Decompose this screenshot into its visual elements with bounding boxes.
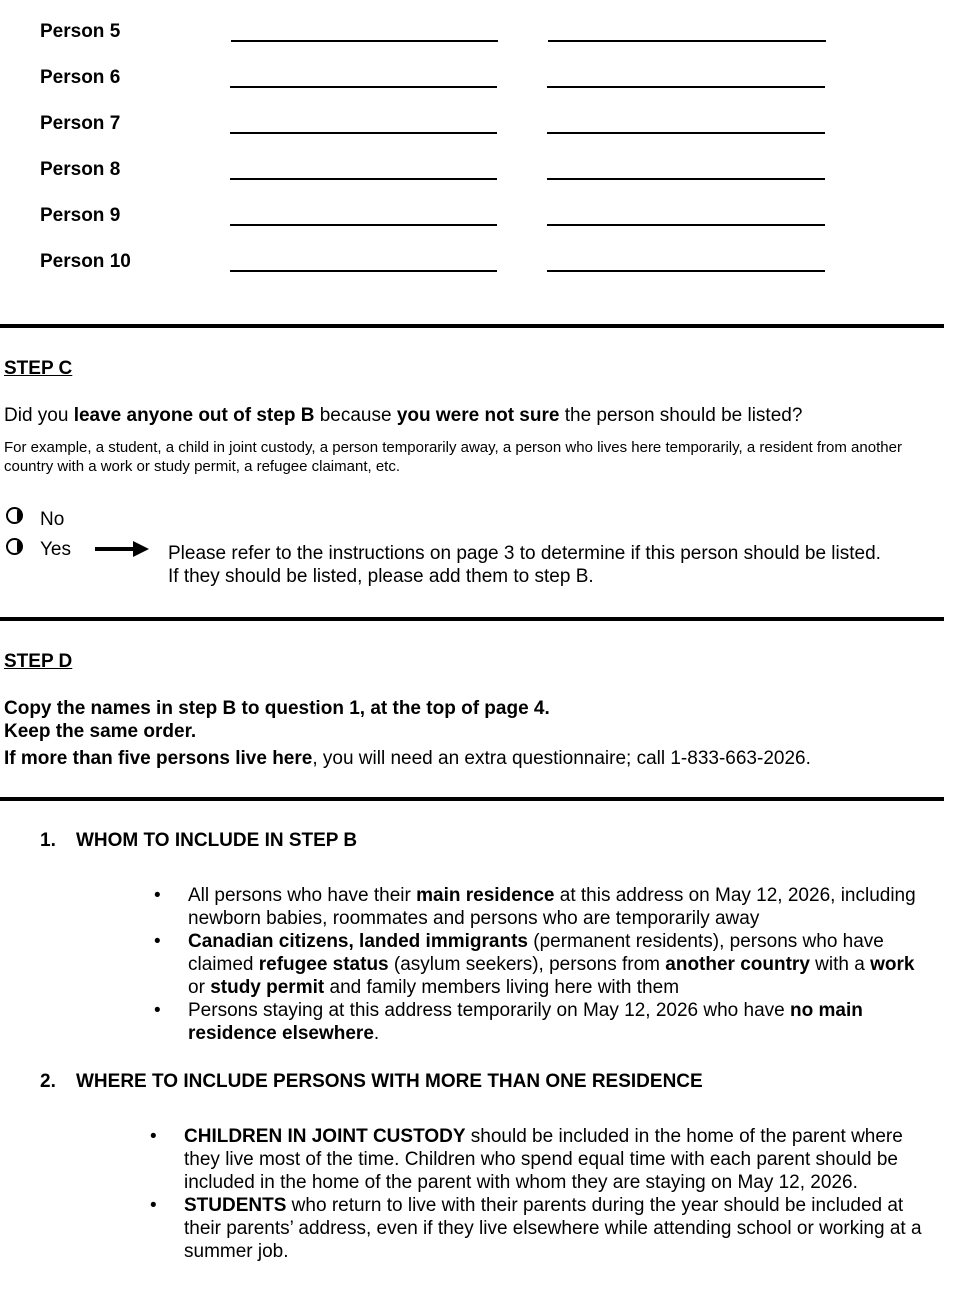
name-field[interactable] <box>547 224 825 226</box>
person-label: Person 9 <box>40 205 121 226</box>
bullet-item <box>188 930 930 999</box>
bold-text: main residence <box>416 885 555 906</box>
step-d-line-1: Copy the names in step B to question 1, at the top of page 4. <box>4 698 550 719</box>
bold-text: leave anyone out of step B <box>73 405 315 426</box>
name-field[interactable] <box>547 178 825 180</box>
section-1-bullets <box>188 884 930 1045</box>
bold-text: refugee status <box>258 954 389 975</box>
section-divider <box>0 324 944 328</box>
text-run: with a <box>809 954 871 975</box>
name-field[interactable] <box>547 132 825 134</box>
name-field[interactable] <box>230 270 497 272</box>
bold-text: no main residence elsewhere <box>188 1000 863 1044</box>
option-no-label: No <box>40 509 65 530</box>
text-run: and family members living here with them <box>324 977 680 998</box>
bold-text: work <box>870 954 915 975</box>
step-d-line-3 <box>4 747 944 770</box>
section-2-heading: WHERE TO INCLUDE PERSONS WITH MORE THAN ONE RESIDENCE <box>76 1071 703 1092</box>
text-run: All persons who have their <box>188 885 417 906</box>
bold-text: CHILDREN IN JOINT CUSTODY <box>184 1126 466 1147</box>
arrow-right-icon <box>95 540 151 558</box>
bold-text: you were not sure <box>396 405 560 426</box>
person-label: Person 5 <box>40 21 121 42</box>
section-divider <box>0 797 944 801</box>
section-2-bullets <box>184 1125 936 1263</box>
text-run: (asylum seekers), persons from <box>388 954 666 975</box>
person-label: Person 7 <box>40 113 121 134</box>
section-2-number: 2. <box>40 1071 56 1092</box>
bullet-item <box>188 884 930 930</box>
name-field[interactable] <box>230 224 497 226</box>
text-run: the person should be listed? <box>559 405 803 426</box>
name-field[interactable] <box>230 178 497 180</box>
text-run: . <box>373 1023 380 1044</box>
bold-text: study permit <box>210 977 325 998</box>
text-run: should be included in the home of the parent where they live most of the time. Children who spend equal time with each parent should be included in the home of the parent with whom they are staying on May 12, 2026. <box>184 1126 903 1193</box>
text-run: who return to live with their parents during the year should be included at their parents’ address, even if they live elsewhere while attending school or working at a summer job. <box>184 1195 922 1262</box>
step-d-title: STEP D <box>4 651 73 672</box>
step-d-line-3-rest: , you will need an extra questionnaire; call 1-833-663-2026. <box>312 748 811 769</box>
section-1-number: 1. <box>40 830 56 851</box>
bullet-item <box>184 1194 936 1263</box>
bullet-item <box>184 1125 936 1194</box>
person-label: Person 6 <box>40 67 121 88</box>
text-run: or <box>188 977 211 998</box>
person-label: Person 8 <box>40 159 121 180</box>
option-yes-label: Yes <box>40 539 71 560</box>
text-run: Persons staying at this address temporarily on May 12, 2026 who have <box>188 1000 790 1021</box>
section-1-heading: WHOM TO INCLUDE IN STEP B <box>76 830 358 851</box>
radio-no[interactable] <box>6 507 23 524</box>
text-run: at this address on May 12, 2026, including newborn babies, roommates and persons who are temporarily away <box>188 885 916 929</box>
step-c-question <box>4 404 944 427</box>
text-run: (permanent residents), persons who have claimed <box>188 931 884 975</box>
text-run: Did you <box>4 405 74 426</box>
step-c-title: STEP C <box>4 358 73 379</box>
bullet-item <box>188 999 930 1045</box>
bold-text: STUDENTS <box>184 1195 287 1216</box>
name-field[interactable] <box>547 270 825 272</box>
name-field[interactable] <box>547 86 825 88</box>
step-c-example: For example, a student, a child in joint custody, a person temporarily away, a person who lives here temporarily, a resident from another country with a work or study permit, a refugee claimant, etc. <box>4 439 902 475</box>
instruction-line-2: If they should be listed, please add them to step B. <box>168 566 594 587</box>
radio-yes[interactable] <box>6 538 23 555</box>
step-d-line-2: Keep the same order. <box>4 721 197 742</box>
name-field[interactable] <box>230 86 497 88</box>
bold-text: another country <box>665 954 810 975</box>
instruction-line-1: Please refer to the instructions on page 3 to determine if this person should be listed. <box>168 543 881 564</box>
name-field[interactable] <box>231 40 498 42</box>
bold-text: Canadian citizens, landed immigrants <box>188 931 528 952</box>
person-label: Person 10 <box>40 251 131 272</box>
text-run: because <box>314 405 397 426</box>
name-field[interactable] <box>230 132 497 134</box>
step-d-line-3-bold: If more than five persons live here <box>4 748 313 769</box>
section-divider <box>0 617 944 621</box>
name-field[interactable] <box>548 40 826 42</box>
